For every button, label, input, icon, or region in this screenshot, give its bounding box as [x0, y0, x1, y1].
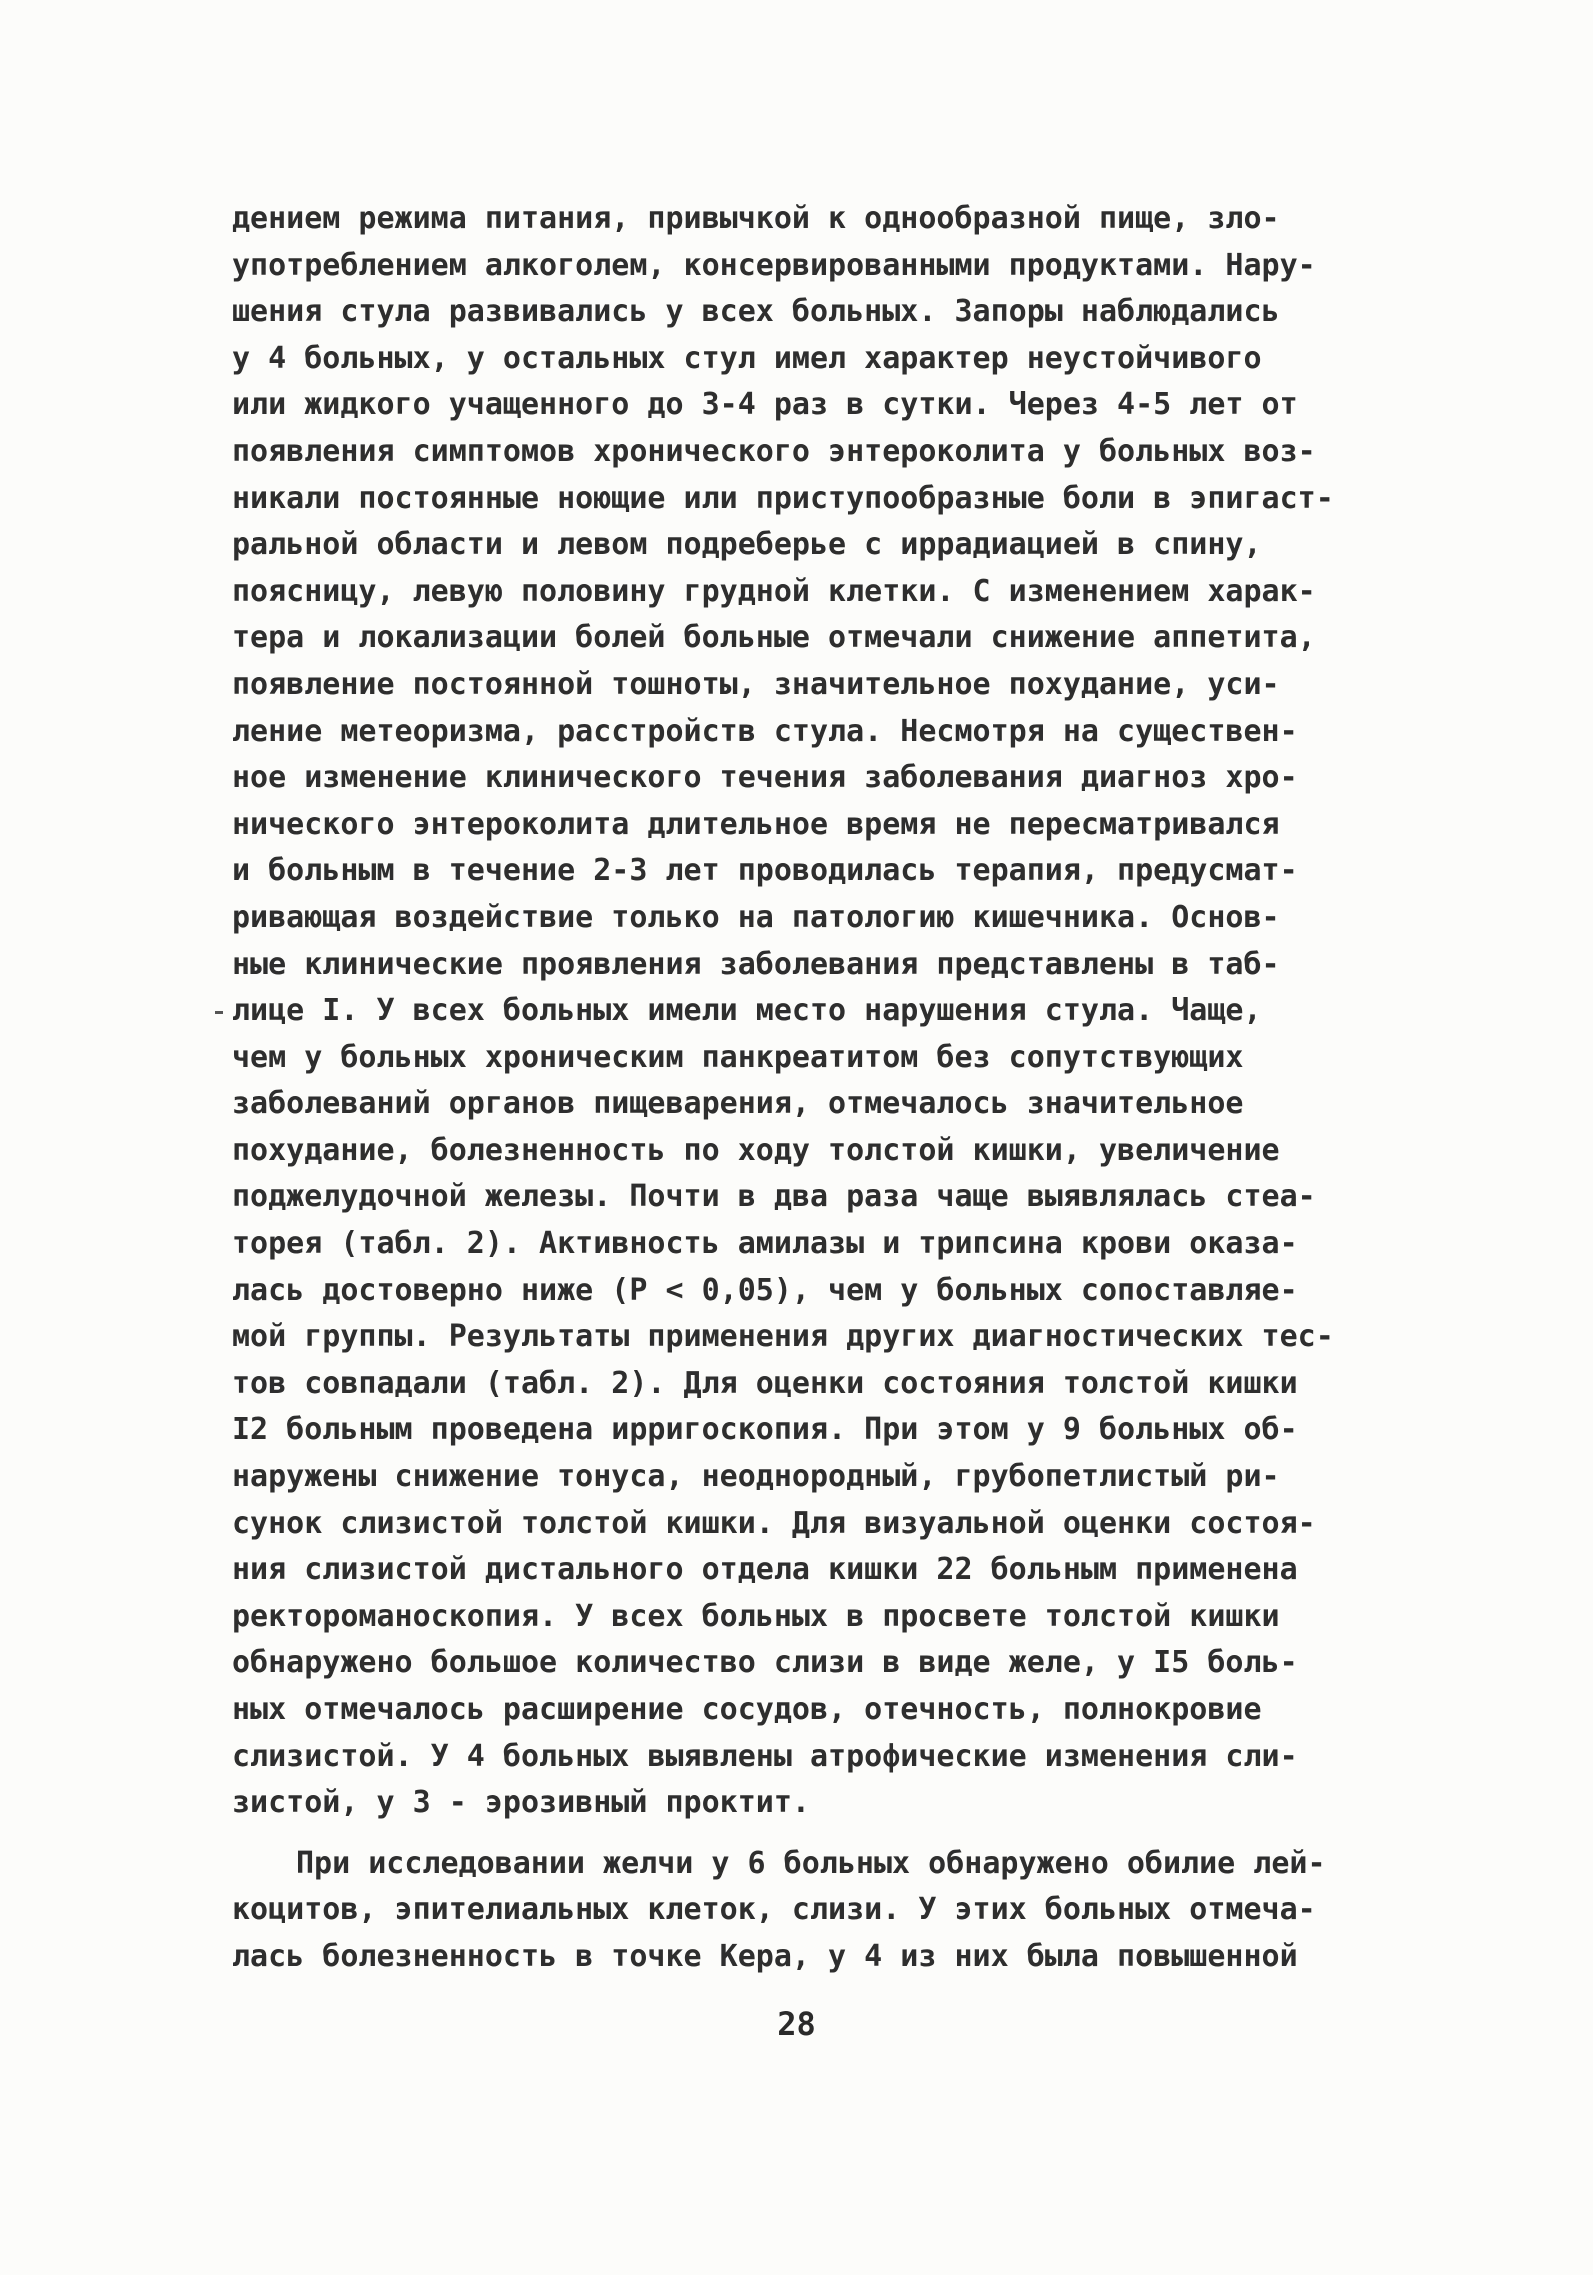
text-line: дением режима питания, привычкой к однообразной пище, зло- — [232, 201, 1280, 236]
text-line: похудание, болезненность по ходу толстой кишки, увеличение — [232, 1132, 1280, 1168]
page-number: 28 — [777, 2005, 816, 2043]
text-line: торея (табл. 2). Активность амилазы и трипсина крови оказа- — [232, 1226, 1298, 1262]
text-line: ное изменение клинического течения заболевания диагноз хро- — [232, 760, 1298, 796]
text-line: I2 больным проведена ирригоскопия. При этом у 9 больных об- — [232, 1412, 1298, 1448]
text-line: зистой, у 3 - эрозивный проктит. — [232, 1785, 810, 1821]
text-line: никали постоянные ноющие или приступообразные боли в эпигаст- — [232, 480, 1334, 516]
text-line: наружены снижение тонуса, неоднородный, грубопетлистый ри- — [232, 1459, 1280, 1495]
text-line: ральной области и левом подреберье с иррадиацией в спину, — [232, 527, 1262, 563]
text-line: тов совпадали (табл. 2). Для оценки состояния толстой кишки — [232, 1365, 1298, 1401]
text-line: поясницу, левую половину грудной клетки. С изменением харак- — [232, 573, 1316, 609]
text-line: коцитов, эпителиальных клеток, слизи. У этих больных отмеча- — [232, 1892, 1316, 1928]
text-line: лась болезненность в точке Кера, у 4 из них была повышенной — [232, 1938, 1298, 1974]
text-line: нического энтероколита длительное время не пересматривался — [232, 806, 1280, 842]
text-line: лице I. У всех больных имели место нарушения стула. Чаще, — [232, 993, 1262, 1029]
margin-dash-mark — [215, 1011, 223, 1014]
text-line: и больным в течение 2-3 лет проводилась терапия, предусмат- — [232, 853, 1298, 889]
text-line: обнаружено большое количество слизи в виде желе, у I5 боль- — [232, 1645, 1298, 1681]
text-line: появления симптомов хронического энтероколита у больных воз- — [232, 433, 1316, 469]
text-line: чем у больных хроническим панкреатитом без сопутствующих — [232, 1039, 1244, 1075]
text-line: ление метеоризма, расстройств стула. Несмотря на существен- — [232, 713, 1298, 749]
text-line: появление постоянной тошноты, значительное похудание, уси- — [232, 666, 1280, 702]
text-line: заболеваний органов пищеварения, отмечалось значительное — [232, 1086, 1244, 1122]
text-line: поджелудочной железы. Почти в два раза чаще выявлялась стеа- — [232, 1179, 1316, 1215]
text-line: шения стула развивались у всех больных. Запоры наблюдались — [232, 294, 1280, 330]
text-line: у 4 больных, у остальных стул имел характер неустойчивого — [232, 340, 1262, 376]
text-line: лась достоверно ниже (P < 0,05), чем у больных сопоставляе- — [232, 1272, 1298, 1308]
text-line: ных отмечалось расширение сосудов, отечность, полнокровие — [232, 1692, 1262, 1727]
text-line: ные клинические проявления заболевания представлены в таб- — [232, 946, 1280, 982]
text-line: мой группы. Результаты применения других диагностических тес- — [232, 1319, 1334, 1355]
text-line: ректороманоскопия. У всех больных в просвете толстой кишки — [232, 1598, 1280, 1634]
text-line: употреблением алкоголем, консервированными продуктами. Нару- — [232, 247, 1316, 283]
paragraph-gap — [232, 1827, 1432, 1841]
text-line: слизистой. У 4 больных выявлены атрофические изменения сли- — [232, 1738, 1298, 1774]
body-text — [232, 196, 1432, 1981]
text-line: или жидкого учащенного до 3-4 раз в сутки. Через 4-5 лет от — [232, 387, 1298, 423]
text-line: ния слизистой дистального отдела кишки 22 больным применена — [232, 1552, 1298, 1588]
text-line: тера и локализации болей больные отмечали снижение аппетита, — [232, 620, 1316, 656]
text-line: При исследовании желчи у 6 больных обнаружено обилие лей- — [296, 1845, 1326, 1881]
text-line: ривающая воздействие только на патологию кишечника. Основ- — [232, 899, 1280, 935]
text-line: сунок слизистой толстой кишки. Для визуальной оценки состоя- — [232, 1505, 1316, 1541]
